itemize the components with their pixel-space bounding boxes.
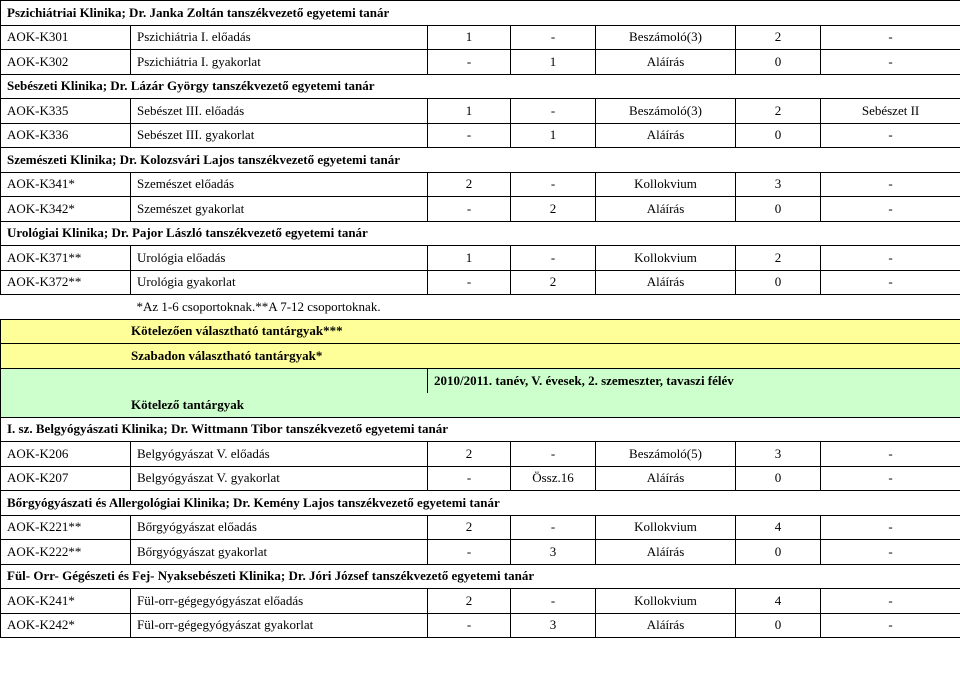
course-name-cell: Bőrgyógyászat előadás xyxy=(131,515,428,540)
department-header-row xyxy=(1,417,960,442)
department-header-row xyxy=(1,221,960,246)
course-pre-cell: - xyxy=(821,50,960,75)
course-row xyxy=(1,466,960,491)
mandatory-title: Kötelező tantárgyak xyxy=(1,393,960,418)
course-code-cell: AOK-K342* xyxy=(1,197,131,222)
course-pre-cell: - xyxy=(821,197,960,222)
department-header: I. sz. Belgyógyászati Klinika; Dr. Wittmann Tibor tanszékvezető egyetemi tanár xyxy=(1,417,960,442)
course-exam-cell: Beszámoló(3) xyxy=(596,99,736,124)
course-ea-cell: 2 xyxy=(428,515,511,540)
course-pre-cell: - xyxy=(821,515,960,540)
course-pre-cell: - xyxy=(821,270,960,295)
course-name-cell: Sebészet III. gyakorlat xyxy=(131,123,428,148)
course-gy-cell: - xyxy=(511,25,596,50)
course-code-cell: AOK-K372** xyxy=(1,270,131,295)
course-credit-cell: 0 xyxy=(736,50,821,75)
course-code-cell: AOK-K341* xyxy=(1,172,131,197)
course-code-cell: AOK-K222** xyxy=(1,540,131,565)
course-pre-cell: - xyxy=(821,540,960,565)
course-pre-cell: - xyxy=(821,25,960,50)
course-gy-cell: - xyxy=(511,515,596,540)
course-pre-cell: - xyxy=(821,589,960,614)
course-exam-cell: Aláírás xyxy=(596,270,736,295)
elective-section-row xyxy=(1,344,960,369)
course-exam-cell: Kollokvium xyxy=(596,515,736,540)
course-pre-cell: - xyxy=(821,246,960,271)
course-row xyxy=(1,123,960,148)
course-ea-cell: 1 xyxy=(428,99,511,124)
course-gy-cell: 3 xyxy=(511,540,596,565)
course-ea-cell: - xyxy=(428,123,511,148)
section-title: Szabadon választható tantárgyak* xyxy=(1,344,960,369)
course-pre-cell: - xyxy=(821,466,960,491)
course-gy-cell: Össz.16 xyxy=(511,466,596,491)
semester-spacer xyxy=(1,368,428,393)
department-header-row xyxy=(1,491,960,516)
course-code-cell: AOK-K336 xyxy=(1,123,131,148)
course-row xyxy=(1,270,960,295)
course-credit-cell: 2 xyxy=(736,25,821,50)
course-ea-cell: 1 xyxy=(428,246,511,271)
course-credit-cell: 0 xyxy=(736,466,821,491)
course-code-cell: AOK-K301 xyxy=(1,25,131,50)
course-gy-cell: 2 xyxy=(511,197,596,222)
course-row xyxy=(1,25,960,50)
course-name-cell: Bőrgyógyászat gyakorlat xyxy=(131,540,428,565)
course-credit-cell: 2 xyxy=(736,246,821,271)
course-name-cell: Pszichiátria I. előadás xyxy=(131,25,428,50)
course-name-cell: Fül-orr-gégegyógyászat gyakorlat xyxy=(131,613,428,638)
elective-section-row xyxy=(1,319,960,344)
footnote-spacer xyxy=(1,295,131,320)
course-pre-cell: - xyxy=(821,123,960,148)
department-header-row xyxy=(1,74,960,99)
department-header: Pszichiátriai Klinika; Dr. Janka Zoltán tanszékvezető egyetemi tanár xyxy=(1,1,960,26)
course-code-cell: AOK-K302 xyxy=(1,50,131,75)
course-exam-cell: Beszámoló(5) xyxy=(596,442,736,467)
course-row xyxy=(1,540,960,565)
course-ea-cell: - xyxy=(428,466,511,491)
course-credit-cell: 3 xyxy=(736,172,821,197)
course-exam-cell: Kollokvium xyxy=(596,246,736,271)
course-gy-cell: - xyxy=(511,246,596,271)
course-ea-cell: - xyxy=(428,197,511,222)
department-header: Urológiai Klinika; Dr. Pajor László tanszékvezető egyetemi tanár xyxy=(1,221,960,246)
course-ea-cell: - xyxy=(428,613,511,638)
department-header: Sebészeti Klinika; Dr. Lázár György tanszékvezető egyetemi tanár xyxy=(1,74,960,99)
course-code-cell: AOK-K241* xyxy=(1,589,131,614)
course-credit-cell: 4 xyxy=(736,589,821,614)
course-exam-cell: Aláírás xyxy=(596,540,736,565)
course-gy-cell: - xyxy=(511,172,596,197)
course-exam-cell: Beszámoló(3) xyxy=(596,25,736,50)
course-gy-cell: 1 xyxy=(511,50,596,75)
course-row xyxy=(1,613,960,638)
course-credit-cell: 0 xyxy=(736,197,821,222)
course-gy-cell: - xyxy=(511,589,596,614)
course-name-cell: Urológia gyakorlat xyxy=(131,270,428,295)
department-header: Fül- Orr- Gégészeti és Fej- Nyaksebészeti Klinika; Dr. Jóri József tanszékvezető egyetemi tanár xyxy=(1,564,960,589)
course-row xyxy=(1,197,960,222)
footnote-row xyxy=(1,295,960,320)
course-credit-cell: 3 xyxy=(736,442,821,467)
course-name-cell: Belgyógyászat V. gyakorlat xyxy=(131,466,428,491)
course-pre-cell: Sebészet II xyxy=(821,99,960,124)
department-header: Bőrgyógyászati és Allergológiai Klinika; Dr. Kemény Lajos tanszékvezető egyetemi tanár xyxy=(1,491,960,516)
course-code-cell: AOK-K207 xyxy=(1,466,131,491)
course-ea-cell: 1 xyxy=(428,25,511,50)
course-ea-cell: 2 xyxy=(428,172,511,197)
course-name-cell: Pszichiátria I. gyakorlat xyxy=(131,50,428,75)
semester-row xyxy=(1,368,960,393)
course-exam-cell: Aláírás xyxy=(596,123,736,148)
course-exam-cell: Aláírás xyxy=(596,466,736,491)
semester-title: 2010/2011. tanév, V. évesek, 2. szemeszter, tavaszi félév xyxy=(428,368,960,393)
course-name-cell: Urológia előadás xyxy=(131,246,428,271)
course-credit-cell: 0 xyxy=(736,613,821,638)
course-ea-cell: 2 xyxy=(428,442,511,467)
course-exam-cell: Aláírás xyxy=(596,197,736,222)
department-header-row xyxy=(1,1,960,26)
course-exam-cell: Aláírás xyxy=(596,613,736,638)
course-ea-cell: - xyxy=(428,270,511,295)
course-name-cell: Sebészet III. előadás xyxy=(131,99,428,124)
course-row xyxy=(1,515,960,540)
course-gy-cell: - xyxy=(511,99,596,124)
course-gy-cell: 3 xyxy=(511,613,596,638)
course-row xyxy=(1,246,960,271)
course-name-cell: Belgyógyászat V. előadás xyxy=(131,442,428,467)
course-gy-cell: 2 xyxy=(511,270,596,295)
course-ea-cell: 2 xyxy=(428,589,511,614)
course-code-cell: AOK-K221** xyxy=(1,515,131,540)
course-code-cell: AOK-K242* xyxy=(1,613,131,638)
department-header-row xyxy=(1,148,960,173)
course-name-cell: Szemészet gyakorlat xyxy=(131,197,428,222)
department-header: Szemészeti Klinika; Dr. Kolozsvári Lajos tanszékvezető egyetemi tanár xyxy=(1,148,960,173)
mandatory-title-row xyxy=(1,393,960,418)
course-pre-cell: - xyxy=(821,172,960,197)
course-ea-cell: - xyxy=(428,50,511,75)
course-name-cell: Fül-orr-gégegyógyászat előadás xyxy=(131,589,428,614)
course-exam-cell: Kollokvium xyxy=(596,589,736,614)
footnote-text: *Az 1-6 csoportoknak.**A 7-12 csoportoknak. xyxy=(136,298,381,314)
course-code-cell: AOK-K371** xyxy=(1,246,131,271)
course-gy-cell: 1 xyxy=(511,123,596,148)
section-title: Kötelezően választható tantárgyak*** xyxy=(1,319,960,344)
course-code-cell: AOK-K335 xyxy=(1,99,131,124)
course-credit-cell: 2 xyxy=(736,99,821,124)
department-header-row xyxy=(1,564,960,589)
course-credit-cell: 0 xyxy=(736,540,821,565)
course-gy-cell: - xyxy=(511,442,596,467)
course-exam-cell: Kollokvium xyxy=(596,172,736,197)
course-pre-cell: - xyxy=(821,442,960,467)
course-code-cell: AOK-K206 xyxy=(1,442,131,467)
course-row xyxy=(1,589,960,614)
course-row xyxy=(1,99,960,124)
course-credit-cell: 0 xyxy=(736,123,821,148)
course-exam-cell: Aláírás xyxy=(596,50,736,75)
course-row xyxy=(1,172,960,197)
course-credit-cell: 4 xyxy=(736,515,821,540)
course-credit-cell: 0 xyxy=(736,270,821,295)
course-row xyxy=(1,442,960,467)
course-ea-cell: - xyxy=(428,540,511,565)
course-name-cell: Szemészet előadás xyxy=(131,172,428,197)
course-row xyxy=(1,50,960,75)
course-pre-cell: - xyxy=(821,613,960,638)
